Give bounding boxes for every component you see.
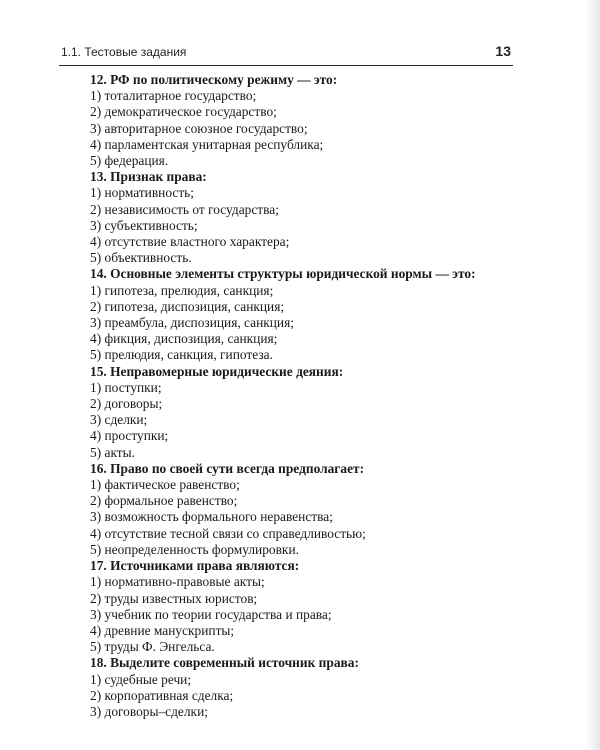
answer-option: 3) сделки; bbox=[90, 412, 148, 428]
question-13 bbox=[90, 169, 530, 266]
question-17 bbox=[90, 558, 530, 655]
answer-option: 1) фактическое равенство; bbox=[90, 477, 240, 493]
question-title: 16. Право по своей сути всегда предполагает: bbox=[90, 460, 365, 476]
answer-option: 1) тоталитарное государство; bbox=[90, 88, 257, 104]
question-title: 13. Признак права: bbox=[90, 169, 207, 185]
answer-option: 3) преамбула, диспозиция, санкция; bbox=[90, 315, 294, 331]
page-header bbox=[59, 43, 513, 66]
question-12 bbox=[90, 72, 530, 169]
answer-option: 3) учебник по теории государства и права; bbox=[90, 606, 332, 622]
answer-option: 2) труды известных юристов; bbox=[90, 590, 258, 606]
question-title: 17. Источниками права являются: bbox=[90, 558, 300, 574]
page-edge-shadow bbox=[586, 0, 600, 750]
page-number: 13 bbox=[495, 43, 511, 59]
page-body bbox=[90, 72, 530, 720]
answer-option: 1) нормативно-правовые акты; bbox=[90, 574, 265, 590]
question-title: 12. РФ по политическому режиму — это: bbox=[90, 72, 338, 87]
question-16 bbox=[90, 461, 530, 558]
question-15 bbox=[90, 364, 530, 461]
running-head: 1.1. Тестовые задания bbox=[61, 45, 187, 59]
answer-option: 3) авторитарное союзное государство; bbox=[90, 120, 308, 136]
answer-option: 5) труды Ф. Энгельса. bbox=[90, 639, 215, 655]
answer-option: 5) прелюдия, санкция, гипотеза. bbox=[90, 347, 273, 363]
answer-option: 4) проступки; bbox=[90, 428, 169, 444]
answer-option: 1) нормативность; bbox=[90, 185, 194, 201]
answer-option: 2) корпоративная сделка; bbox=[90, 687, 234, 703]
answer-option: 3) договоры–сделки; bbox=[90, 703, 208, 719]
answer-option: 5) федерация. bbox=[90, 153, 169, 169]
answer-option: 2) договоры; bbox=[90, 396, 163, 412]
answer-option: 4) древние манускрипты; bbox=[90, 622, 235, 638]
answer-option: 2) формальное равенство; bbox=[90, 493, 238, 509]
question-title: 14. Основные элементы структуры юридической нормы — это: bbox=[90, 266, 476, 282]
answer-option: 3) субъективность; bbox=[90, 217, 198, 233]
answer-option: 2) независимость от государства; bbox=[90, 201, 279, 217]
answer-option: 1) судебные речи; bbox=[90, 671, 192, 687]
question-title: 15. Неправомерные юридические деяния: bbox=[90, 363, 344, 379]
answer-option: 4) отсутствие властного характера; bbox=[90, 234, 290, 250]
answer-option: 3) возможность формального неравенства; bbox=[90, 509, 333, 525]
answer-option: 4) парламентская унитарная республика; bbox=[90, 136, 324, 152]
answer-option: 5) неопределенность формулировки. bbox=[90, 541, 299, 557]
question-18 bbox=[90, 655, 530, 720]
question-title: 18. Выделите современный источник права: bbox=[90, 655, 359, 671]
question-14 bbox=[90, 266, 530, 363]
answer-option: 1) гипотеза, прелюдия, санкция; bbox=[90, 282, 274, 298]
answer-option: 5) объективность. bbox=[90, 250, 192, 266]
answer-option: 2) демократическое государство; bbox=[90, 104, 277, 120]
answer-option: 1) поступки; bbox=[90, 379, 162, 395]
answer-option: 4) фикция, диспозиция, санкция; bbox=[90, 331, 278, 347]
answer-option: 5) акты. bbox=[90, 444, 135, 460]
answer-option: 2) гипотеза, диспозиция, санкция; bbox=[90, 298, 285, 314]
answer-option: 4) отсутствие тесной связи со справедливостью; bbox=[90, 525, 366, 541]
